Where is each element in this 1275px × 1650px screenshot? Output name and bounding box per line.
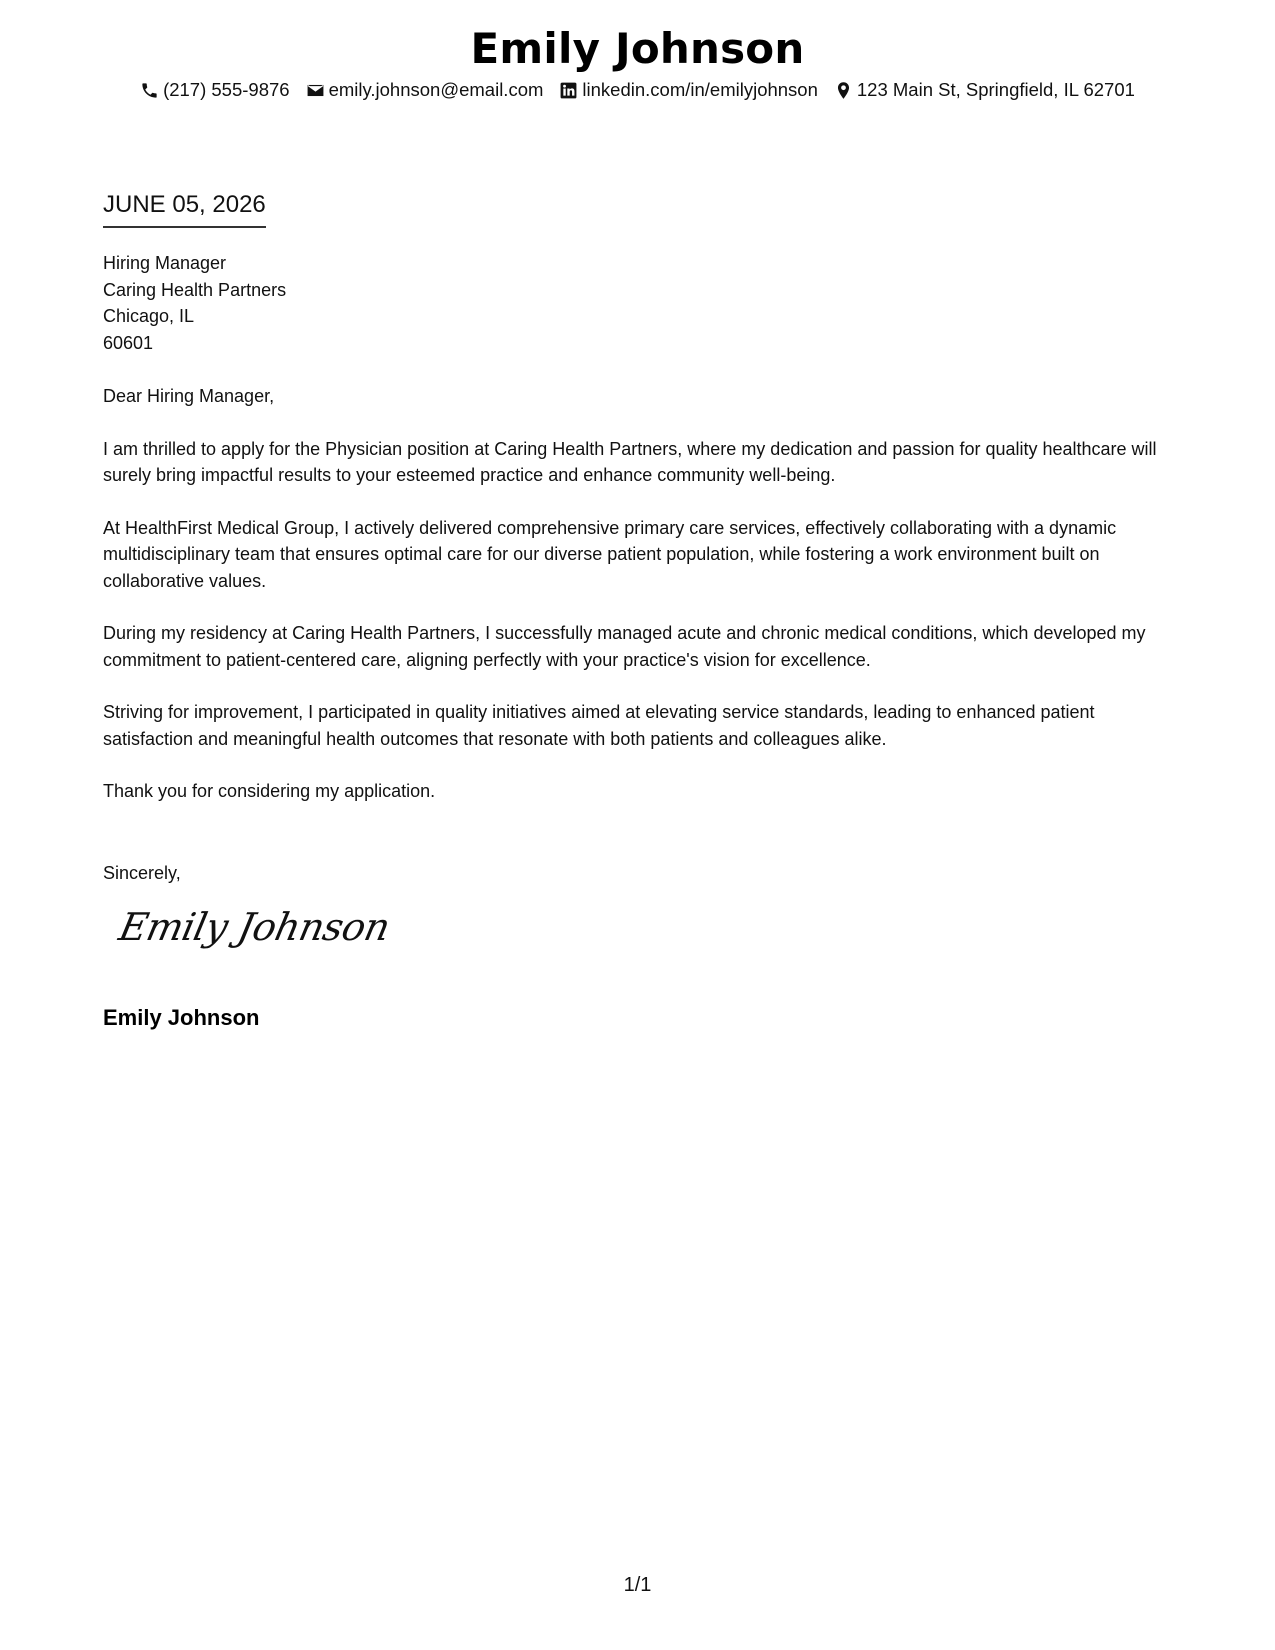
map-pin-icon xyxy=(834,81,853,100)
phone-text: (217) 555-9876 xyxy=(163,79,290,100)
recipient-block xyxy=(103,250,286,356)
salutation: Dear Hiring Manager, xyxy=(103,386,275,406)
body-paragraph-thanks: Thank you for considering my application. xyxy=(103,781,436,801)
closing-line: Sincerely, xyxy=(103,863,181,883)
contact-phone xyxy=(140,78,290,102)
contact-bar xyxy=(0,78,1275,102)
envelope-icon xyxy=(306,81,325,100)
letter-date: JUNE 05, 2026 xyxy=(103,190,266,228)
recipient-zip: 60601 xyxy=(103,332,154,353)
handwritten-signature: Emily Johnson xyxy=(115,905,394,949)
contact-email xyxy=(306,78,544,102)
recipient-city-state: Chicago, IL xyxy=(103,306,195,326)
address-text: 123 Main St, Springfield, IL 62701 xyxy=(856,79,1135,100)
signer-name: Emily Johnson xyxy=(103,1005,260,1030)
body-paragraph: At HealthFirst Medical Group, I actively delivered comprehensive primary care services, effectively collaborating with a dynamic multidisciplinary team that ensures optimal care for our diverse patient population, while fostering a work environment built on collaborative values. xyxy=(103,517,1117,591)
body-paragraph: Striving for improvement, I participated in quality initiatives aimed at elevating service standards, leading to enhanced patient satisfaction and meaningful health outcomes that resonate with both patients and colleagues alike. xyxy=(103,702,1095,749)
email-text: emily.johnson@email.com xyxy=(328,79,544,100)
applicant-name-heading: Emily Johnson xyxy=(470,24,805,73)
phone-icon xyxy=(140,81,159,100)
linkedin-text: linkedin.com/in/emilyjohnson xyxy=(582,79,818,100)
linkedin-icon xyxy=(559,81,578,100)
body-paragraph: I am thrilled to apply for the Physician position at Caring Health Partners, where my dedication and passion for quality healthcare will surely bring impactful results to your esteemed practice and enhance community well-being. xyxy=(103,438,1157,485)
recipient-title: Hiring Manager xyxy=(103,253,227,273)
page-number: 1/1 xyxy=(623,1574,652,1596)
body-paragraph: During my residency at Caring Health Partners, I successfully managed acute and chronic medical conditions, which developed my commitment to patient-centered care, aligning perfectly with your practice's vision for excellence. xyxy=(103,623,1146,670)
contact-linkedin xyxy=(559,78,817,102)
contact-address xyxy=(834,78,1135,102)
letter-body xyxy=(103,383,1183,831)
recipient-company: Caring Health Partners xyxy=(103,279,287,300)
